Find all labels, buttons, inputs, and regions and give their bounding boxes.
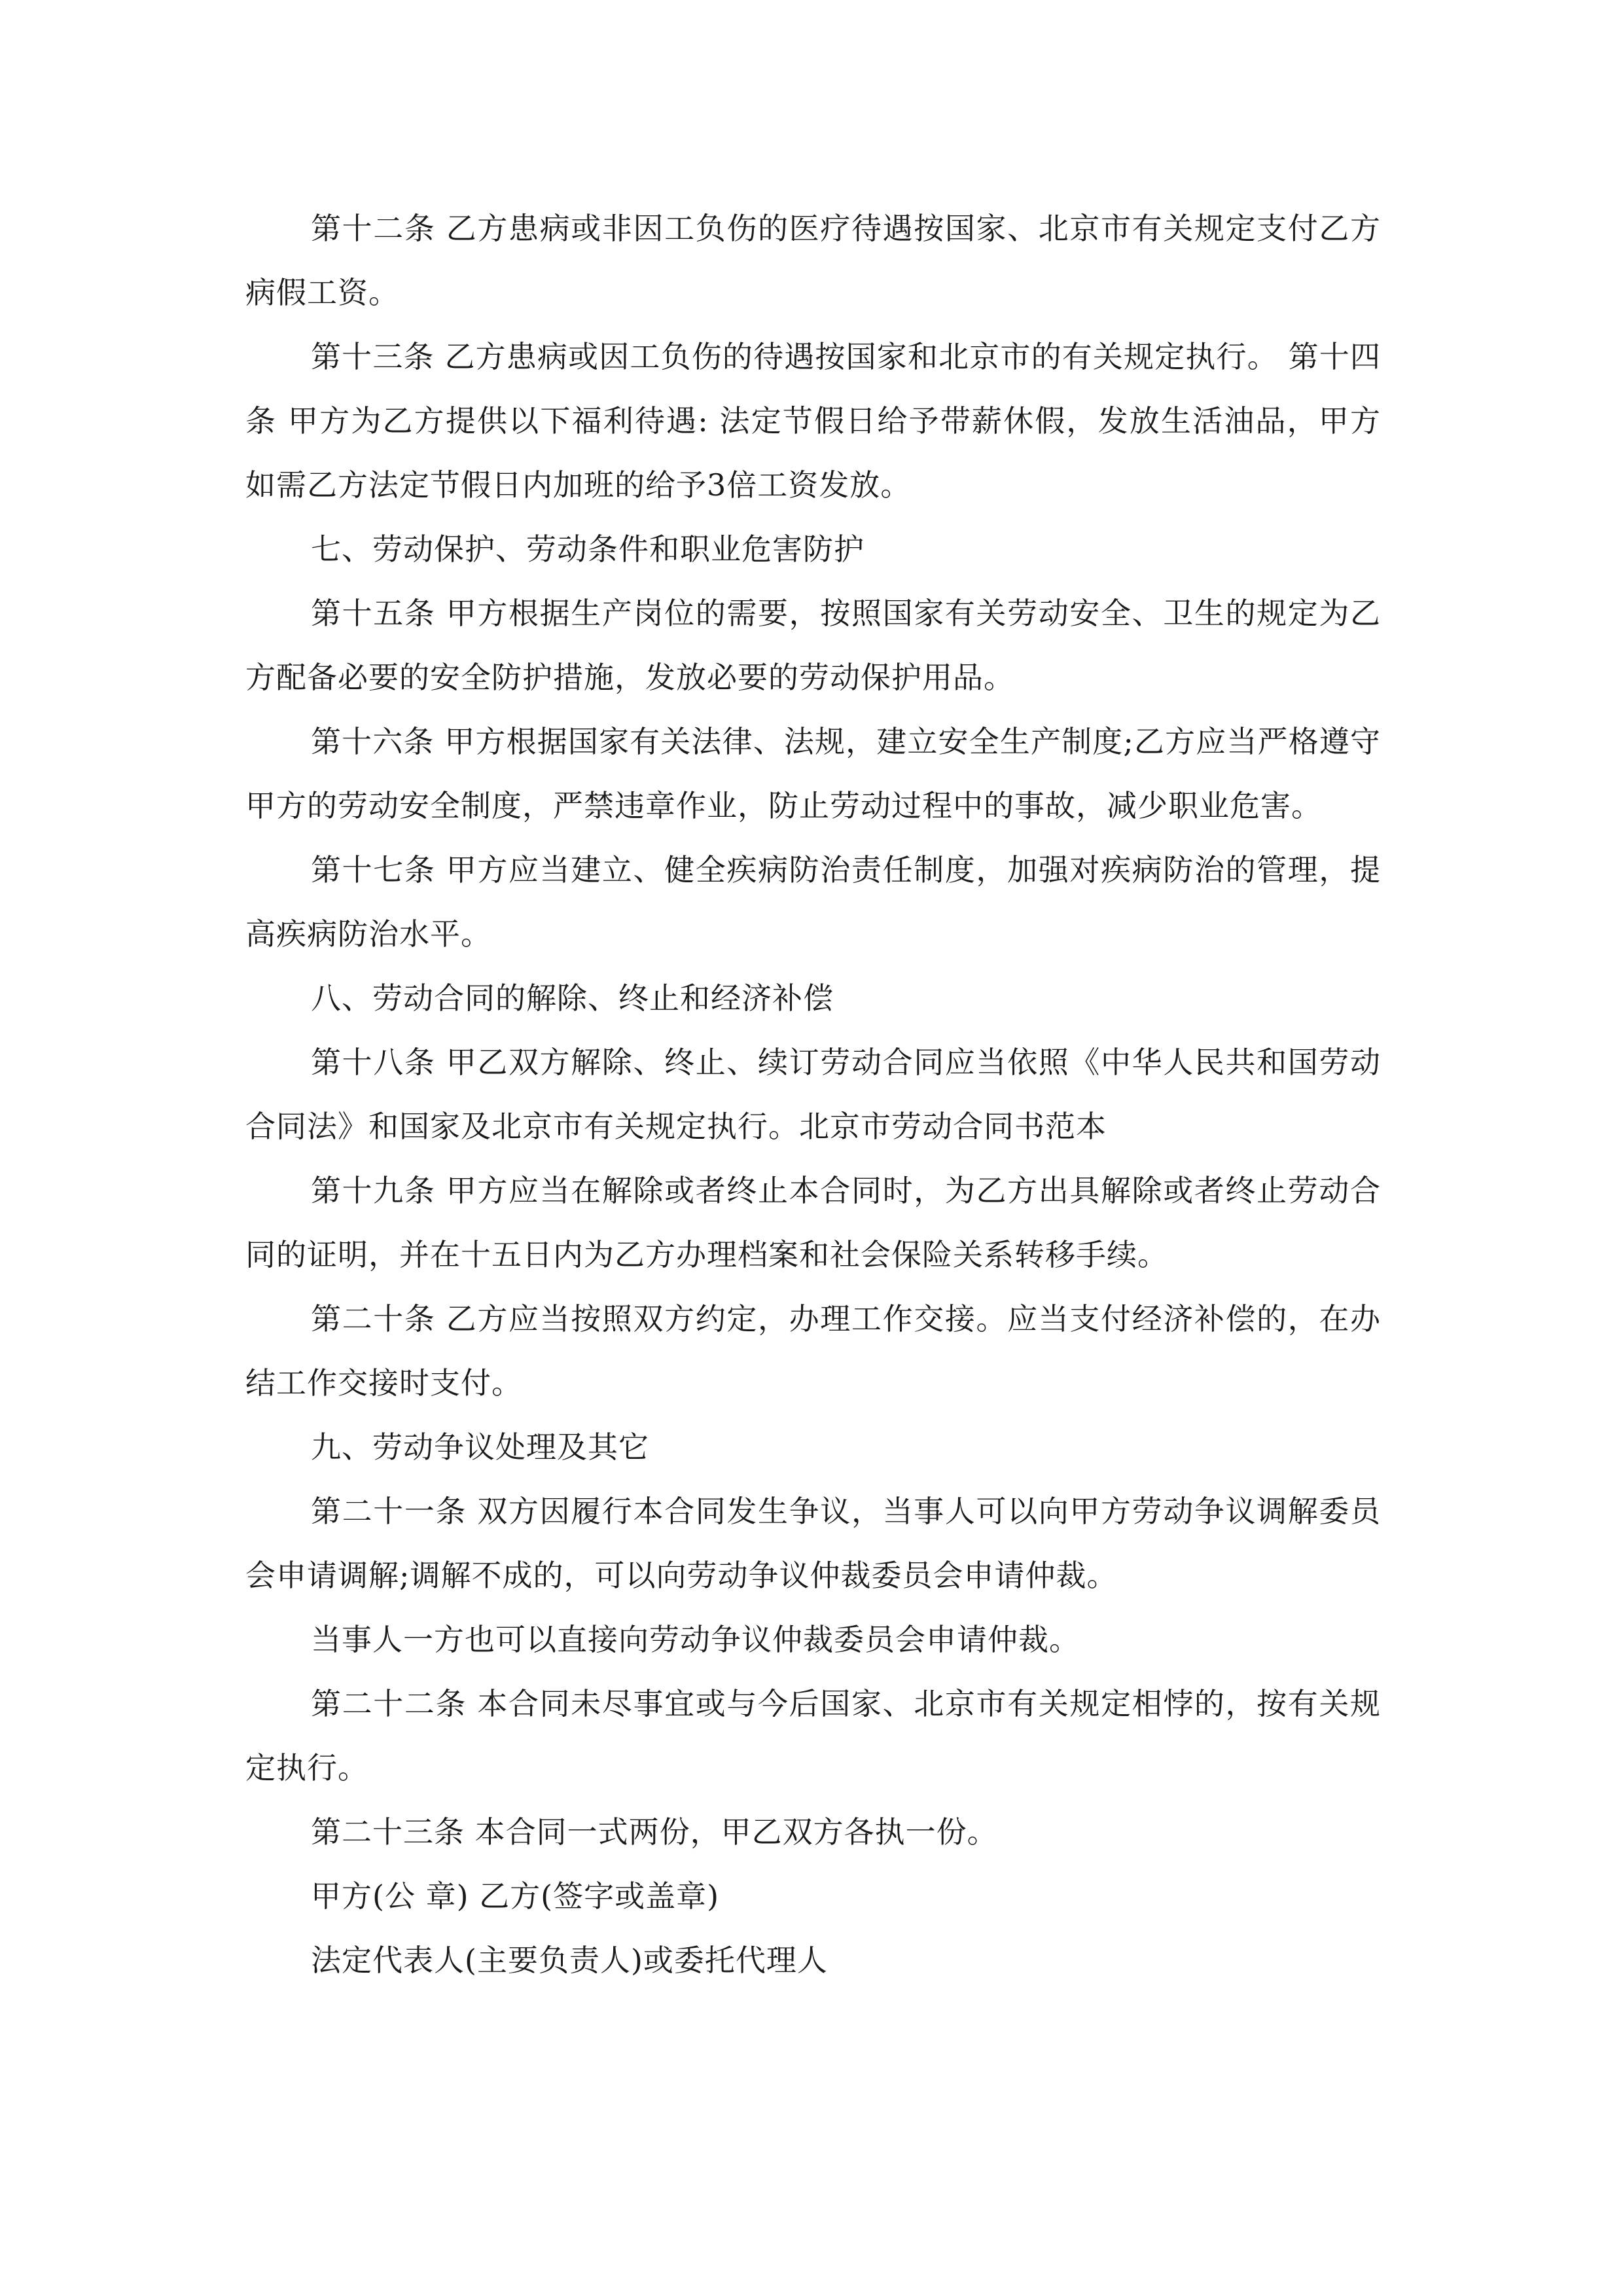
document-page [245,196,1381,1992]
article-18: 第十八条 甲乙双方解除、终止、续订劳动合同应当依照《中华人民共和国劳动合同法》和国家及北京市有关规定执行。北京市劳动合同书范本 [245,1045,1381,1144]
article-20: 第二十条 乙方应当按照双方约定，办理工作交接。应当支付经济补偿的，在办结工作交接时支付。 [245,1301,1381,1401]
legal-representative-line: 法定代表人(主要负责人)或委托代理人 [311,1943,828,1978]
article-21-supplement: 当事人一方也可以直接向劳动争议仲裁委员会申请仲裁。 [311,1622,1080,1657]
article-12: 第十二条 乙方患病或非因工负伤的医疗待遇按国家、北京市有关规定支付乙方病假工资。 [245,211,1381,310]
section-heading-9: 九、劳动争议处理及其它 [311,1429,649,1465]
signature-parties-line: 甲方(公 章) 乙方(签字或盖章) [311,1878,720,1914]
article-13-14: 第十三条 乙方患病或因工负伤的待遇按国家和北京市的有关规定执行。 第十四条 甲方为乙方提供以下福利待遇: 法定节假日给予带薪休假，发放生活油品，甲方如需乙方法定节假日内加班的给予3倍工资发放。 [245,339,1381,503]
article-17: 第十七条 甲方应当建立、健全疾病防治责任制度，加强对疾病防治的管理，提高疾病防治水平。 [245,852,1381,952]
section-heading-7: 七、劳动保护、劳动条件和职业危害防护 [311,531,865,567]
article-21: 第二十一条 双方因履行本合同发生争议，当事人可以向甲方劳动争议调解委员会申请调解;调解不成的，可以向劳动争议仲裁委员会申请仲裁。 [245,1494,1381,1593]
article-22: 第二十二条 本合同未尽事宜或与今后国家、北京市有关规定相悖的，按有关规定执行。 [245,1686,1381,1785]
article-19: 第十九条 甲方应当在解除或者终止本合同时，为乙方出具解除或者终止劳动合同的证明，并在十五日内为乙方办理档案和社会保险关系转移手续。 [245,1173,1381,1272]
article-23: 第二十三条 本合同一式两份，甲乙双方各执一份。 [311,1814,998,1850]
article-16: 第十六条 甲方根据国家有关法律、法规，建立安全生产制度;乙方应当严格遵守甲方的劳动安全制度，严禁违章作业，防止劳动过程中的事故，减少职业危害。 [245,724,1381,823]
section-heading-8: 八、劳动合同的解除、终止和经济补偿 [311,980,834,1016]
article-15: 第十五条 甲方根据生产岗位的需要，按照国家有关劳动安全、卫生的规定为乙方配备必要的安全防护措施，发放必要的劳动保护用品。 [245,596,1381,695]
